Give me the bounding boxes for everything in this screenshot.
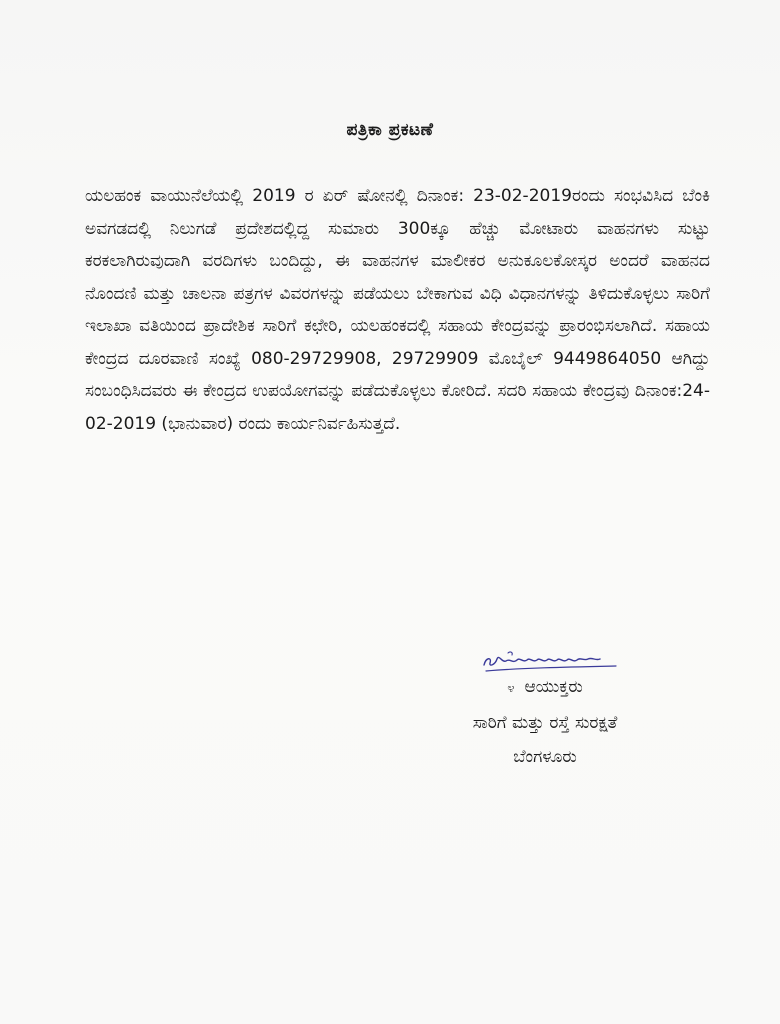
department: ಸಾರಿಗೆ ಮತ್ತು ರಸ್ತೆ ಸುರಕ್ಷತೆ [472,713,618,733]
place: ಬೆಂಗಳೂರು [513,747,577,767]
document-title: ಪತ್ರಿಕಾ ಪ್ರಕಟಣೆ [346,120,434,140]
signature-block [400,670,690,774]
designation: ಆಯುಕ್ತರು [524,677,583,697]
press-release-body: ಯಲಹಂಕ ವಾಯುನೆಲೆಯಲ್ಲಿ 2019 ರ ಏರ್ ಷೋನಲ್ಲಿ ದಿನಾಂಕ: 23-02-2019ರಂದು ಸಂಭವಿಸಿದ ಬೆಂಕಿ ಅವಗಡದಲ್ಲಿ ನಿಲುಗಡೆ ಪ್ರದೇಶದಲ್ಲಿದ್ದ ಸುಮಾರು 300ಕ್ಕೂ ಹೆಚ್ಚು ಮೋಟಾರು ವಾಹನಗಳು ಸುಟ್ಟು ಕರಕಲಾಗಿರುವುದಾಗಿ ವರದಿಗಳು ಬಂದಿದ್ದು, ಈ ವಾಹನಗಳ ಮಾಲೀಕರ ಅನುಕೂಲಕೋಸ್ಕರ ಅಂದರೆ ವಾಹನದ ನೊಂದಣಿ ಮತ್ತು ಚಾಲನಾ ಪತ್ರಗಳ ವಿವರಗಳನ್ನು ಪಡೆಯಲು ಬೇಕಾಗುವ ವಿಧಿ ವಿಧಾನಗಳನ್ನು ತಿಳಿದುಕೊಳ್ಳಲು ಸಾರಿಗೆ ಇಲಾಖಾ ವತಿಯಿಂದ ಪ್ರಾದೇಶಿಕ ಸಾರಿಗೆ ಕಛೇರಿ, ಯಲಹಂಕದಲ್ಲಿ ಸಹಾಯ ಕೇಂದ್ರವನ್ನು ಪ್ರಾರಂಭಿಸಲಾಗಿದೆ. ಸಹಾಯ ಕೇಂದ್ರದ ದೂರವಾಣಿ ಸಂಖ್ಯೆ 080-29729908, 29729909 ಮೊಬೈಲ್ 9449864050 ಆಗಿದ್ದು ಸಂಬಂಧಿಸಿದವರು ಈ ಕೇಂದ್ರದ ಉಪಯೋಗವನ್ನು ಪಡೆದುಕೊಳ್ಳಲು ಕೋರಿದೆ. ಸದರಿ ಸಹಾಯ ಕೇಂದ್ರವು ದಿನಾಂಕ:24-02-2019 (ಭಾನುವಾರ) ರಂದು ಕಾರ್ಯನಿರ್ವಹಿಸುತ್ತದೆ. [85,186,710,434]
designation-line [400,670,690,706]
signature-prefix: ೪ [507,681,515,696]
